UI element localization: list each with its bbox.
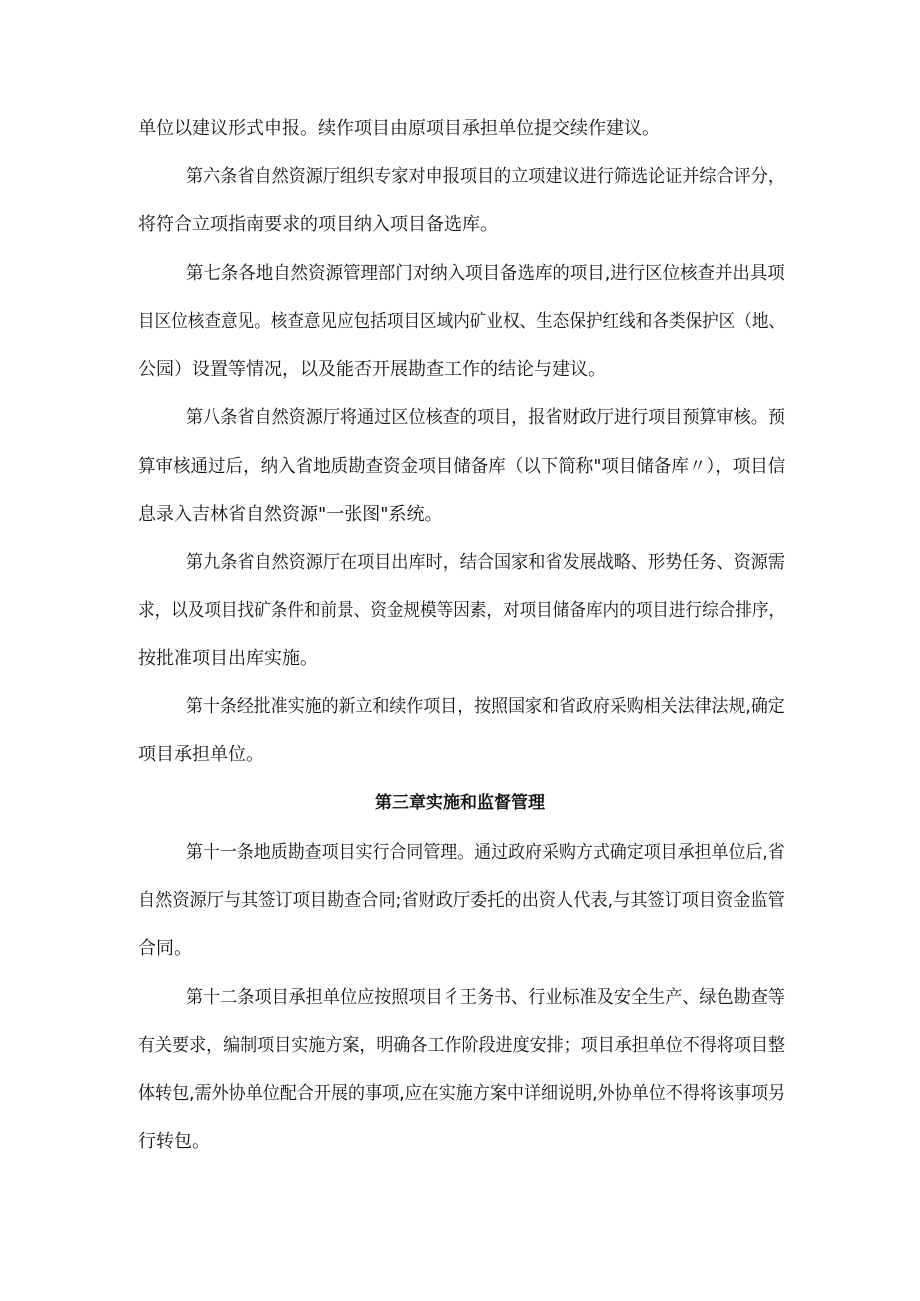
- article-11-line-2: 自然资源厅与其签订项目勘查合同;省财政厅委托的出资人代表,与其签订项目资金监管: [138, 890, 785, 911]
- article-7-line-2: 目区位核查意见。核查意见应包括项目区域内矿业权、生态保护红线和各类保护区（地、: [138, 311, 786, 332]
- article-9-line-1: 第九条省自然资源厅在项目出库时，结合国家和省发展战略、形势任务、资源需: [186, 552, 786, 573]
- article-12-line-2: 有关要求，编制项目实施方案，明确各工作阶段进度安排；项目承担单位不得将项目整: [138, 1035, 785, 1056]
- article-7-line-3: 公园）设置等情况，以及能否开展勘查工作的结论与建议。: [138, 359, 606, 380]
- article-11-line-3: 合同。: [138, 938, 192, 959]
- article-6-line-2: 将符合立项指南要求的项目纳入项目备选库。: [138, 214, 498, 235]
- paragraph-intro-line-1: 单位以建议形式申报。续作项目由原项目承担单位提交续作建议。: [138, 118, 660, 139]
- article-9-line-2: 求，以及项目找矿条件和前景、资金规模等因素，对项目储备库内的项目进行综合排序，: [138, 600, 786, 621]
- chapter-3-heading: 第三章实施和监督管理: [375, 793, 545, 813]
- article-12-line-1: 第十二条项目承担单位应按照项目彳王务书、行业标准及安全生产、绿色勘查等: [186, 987, 786, 1008]
- article-10-line-1: 第十条经批准实施的新立和续作项目，按照国家和省政府采购相关法律法规,确定: [186, 696, 785, 717]
- article-8-line-1: 第八条省自然资源厅将通过区位核查的项目，报省财政厅进行项目预算审核。预: [186, 407, 786, 428]
- article-8-line-3: 息录入吉林省自然资源"一张图"系统。: [138, 504, 443, 525]
- article-8-line-2: 算审核通过后，纳入省地质勘查资金项目储备库（以下简称"项目储备库〃），项目信: [138, 456, 786, 477]
- article-7-line-1: 第七条各地自然资源管理部门对纳入项目备选库的项目,进行区位核查并出具项: [186, 263, 785, 284]
- article-11-line-1: 第十一条地质勘查项目实行合同管理。通过政府采购方式确定项目承担单位后,省: [186, 842, 785, 863]
- article-12-line-3: 体转包,需外协单位配合开展的事项,应在实施方案中详细说明,外协单位不得将该事项另: [138, 1083, 786, 1104]
- article-9-line-3: 按批准项目出库实施。: [138, 648, 318, 669]
- article-6-line-1: 第六条省自然资源厅组织专家对申报项目的立项建议进行筛选论证并综合评分，: [186, 166, 786, 187]
- article-12-line-4: 行转包。: [138, 1131, 210, 1152]
- article-10-line-2: 项目承担单位。: [138, 744, 264, 765]
